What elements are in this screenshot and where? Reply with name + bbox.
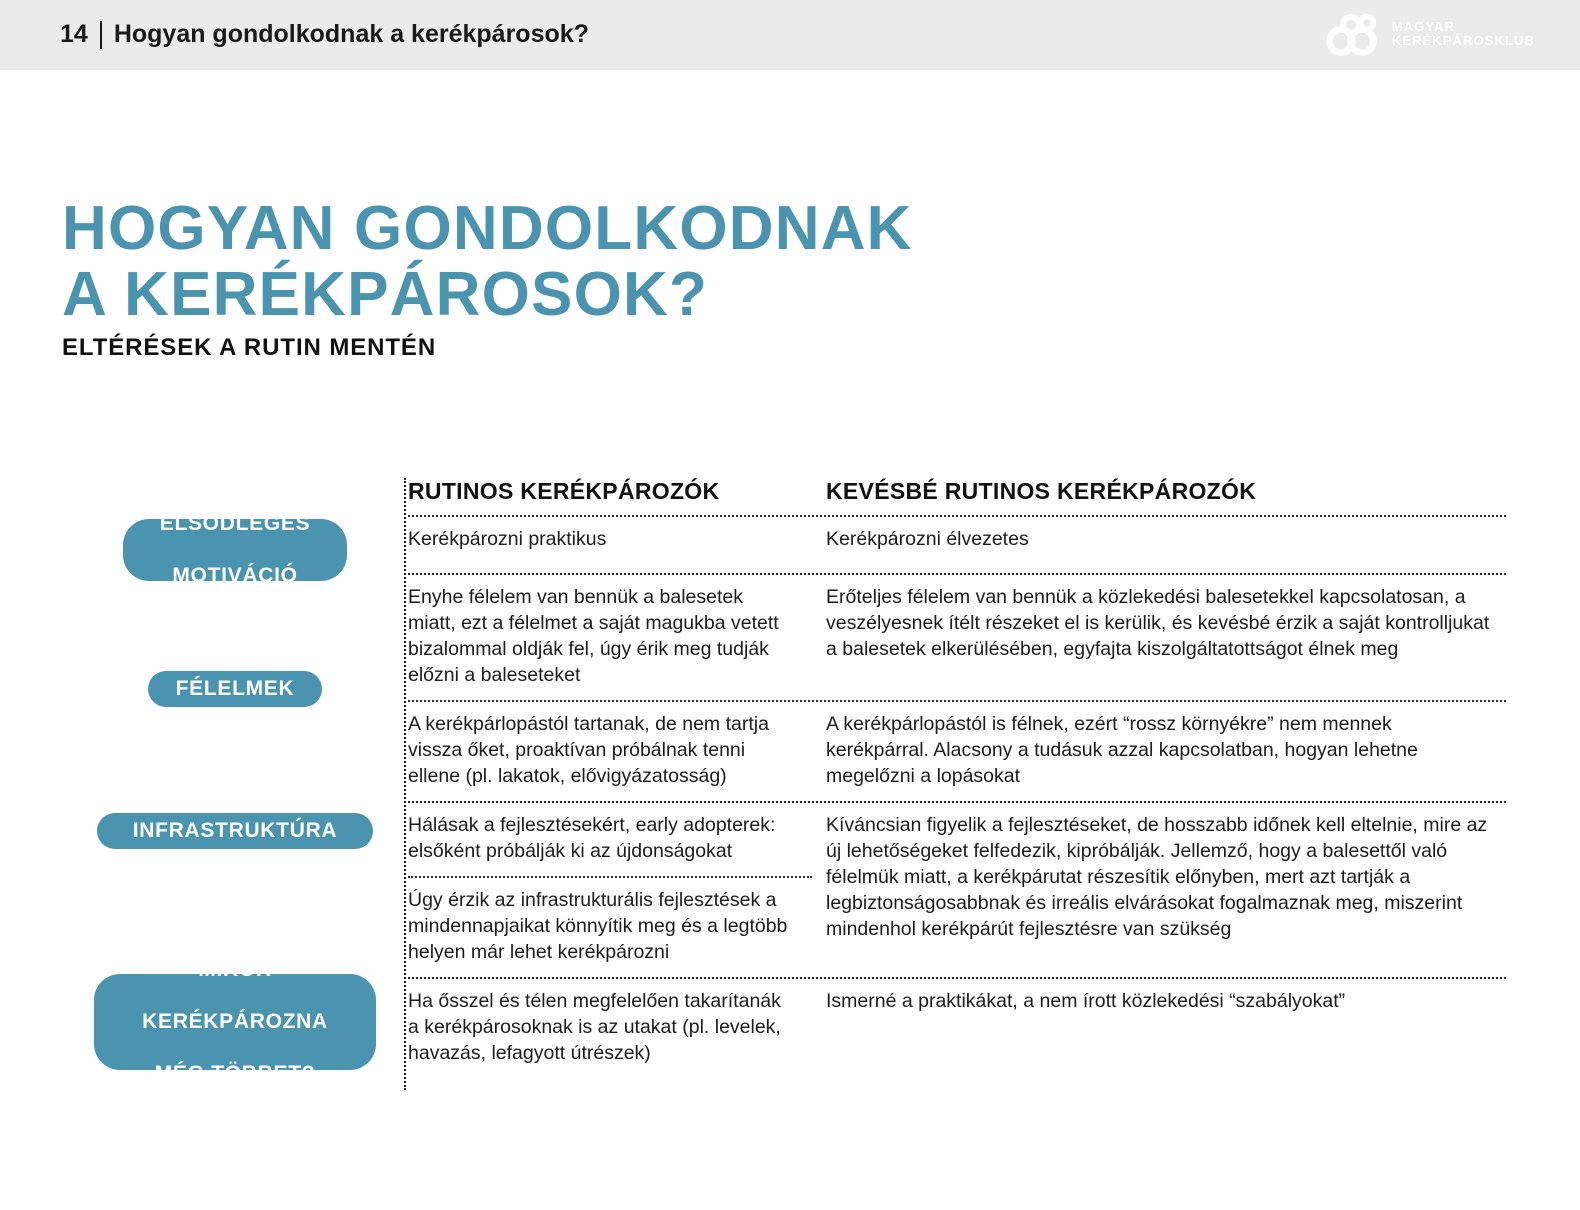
header-title: Hogyan gondolkodnak a kerékpárosok?	[113, 20, 589, 48]
magyar-kerekparosklub-logo	[1325, 12, 1535, 56]
column-header-rutinos: RUTINOS KERÉKPÁROZÓK	[408, 478, 720, 504]
cell-left: Enyhe félelem van bennük a balesetek miatt, ezt a félelmet a saját magukba vetett bizalommal oldják fel, úgy érik meg tudják előzni a baleseteket	[408, 586, 779, 686]
bike-chain-logo-icon	[1325, 12, 1383, 56]
column-header-kevesbe-rutinos: KEVÉSBÉ RUTINOS KERÉKPÁROZÓK	[826, 478, 1257, 504]
cell-right: Kerékpározni élvezetes	[826, 528, 1029, 550]
category-pill-elsodleges-motivacio	[123, 512, 347, 587]
cell-right: Kíváncsian figyelik a fejlesztéseket, de hosszabb időnek kell eltelnie, mire az új lehetőségeket felfedezik, kipróbálják. Jellemző, hogy a balesettől való félelmük miatt, a kerékpárutat részesítik előnyben, mert azt tartják a legbiztonságosabbnak és irreális elvárásokat fogalmaznak meg, miszerint mindenhol kerékpárút fejlesztésre van szükség	[826, 814, 1488, 940]
row-divider-left-only	[408, 876, 812, 878]
table-column-divider	[404, 478, 406, 1090]
cell-right: A kerékpárlopástól is félnek, ezért “rossz környékre” nem mennek kerékpárral. Alacsony a tudásuk azzal kapcsolatban, hogyan lehetne megelőzni a lopásokat	[826, 713, 1418, 787]
table-row	[408, 979, 1506, 1078]
pill-line-3: MÉG TÖBBET?	[154, 1062, 316, 1085]
pill-line-1: ELSŐDLEGES	[159, 512, 311, 535]
row-spacer	[408, 564, 1506, 573]
header-divider	[100, 21, 102, 49]
logo-line-1: MAGYAR	[1391, 18, 1455, 34]
logo-line-2: KERÉKPÁROSKLUB	[1391, 33, 1535, 48]
table-row-infrastructure	[408, 803, 1506, 977]
page-title	[62, 196, 1162, 328]
cell-left: Ha ősszel és télen megfelelően takarítanák a kerékpárosoknak is az utakat (pl. levelek, havazás, lefagyott útrészek)	[408, 990, 781, 1064]
table-row	[408, 575, 1506, 700]
pill-line-1: INFRASTRUKTÚRA	[132, 819, 338, 842]
table-header-row	[408, 478, 1506, 515]
page-title-line-1: HOGYAN GONDOLKODNAK	[62, 194, 913, 263]
table-row	[408, 702, 1506, 801]
comparison-table	[408, 478, 1506, 1078]
category-pill-infrastruktura	[97, 813, 373, 849]
header-breadcrumb	[60, 17, 589, 51]
cell-left: A kerékpárlopástól tartanak, de nem tartja vissza őket, proaktívan próbálnak tenni ellene (pl. lakatok, elővigyázatosság)	[408, 713, 769, 787]
cell-left: Úgy érzik az infrastrukturális fejlesztések a mindennapjaikat könnyítik meg és a legtöbb helyen már lehet kerékpározni	[408, 889, 788, 963]
category-pill-felelmek	[148, 671, 322, 707]
page-title-line-2: A KERÉKPÁROSOK?	[62, 260, 709, 329]
cell-left: Hálásak a fejlesztésekért, early adopterek: elsőként próbálják ki az újdonságokat	[408, 814, 776, 862]
table-row	[408, 517, 1506, 564]
cell-left: Kerékpározni praktikus	[408, 528, 607, 550]
category-pill-mikor-kerekparozna-meg-tobbet	[94, 958, 376, 1085]
pill-line-2: MOTIVÁCIÓ	[172, 564, 298, 587]
cell-right: Ismerné a praktikákat, a nem írott közlekedési “szabályokat”	[826, 990, 1346, 1012]
logo-wordmark	[1392, 20, 1535, 48]
pill-line-2: KERÉKPÁROZNA	[142, 1010, 328, 1033]
cell-right: Erőteljes félelem van bennük a közlekedési balesetekkel kapcsolatosan, a veszélyesnek ítélt részeket el is kerülik, és kevésbé érzik a saját kontrolljukat a balesetek elkerülésében, egyfajta kiszolgáltatottságot élnek meg	[826, 586, 1490, 660]
pill-line-1: FÉLELMEK	[175, 677, 295, 700]
page-number: 14	[60, 20, 88, 48]
page-subtitle: ELTÉRÉSEK A RUTIN MENTÉN	[62, 334, 437, 361]
pill-line-1: MIKOR	[198, 958, 272, 981]
